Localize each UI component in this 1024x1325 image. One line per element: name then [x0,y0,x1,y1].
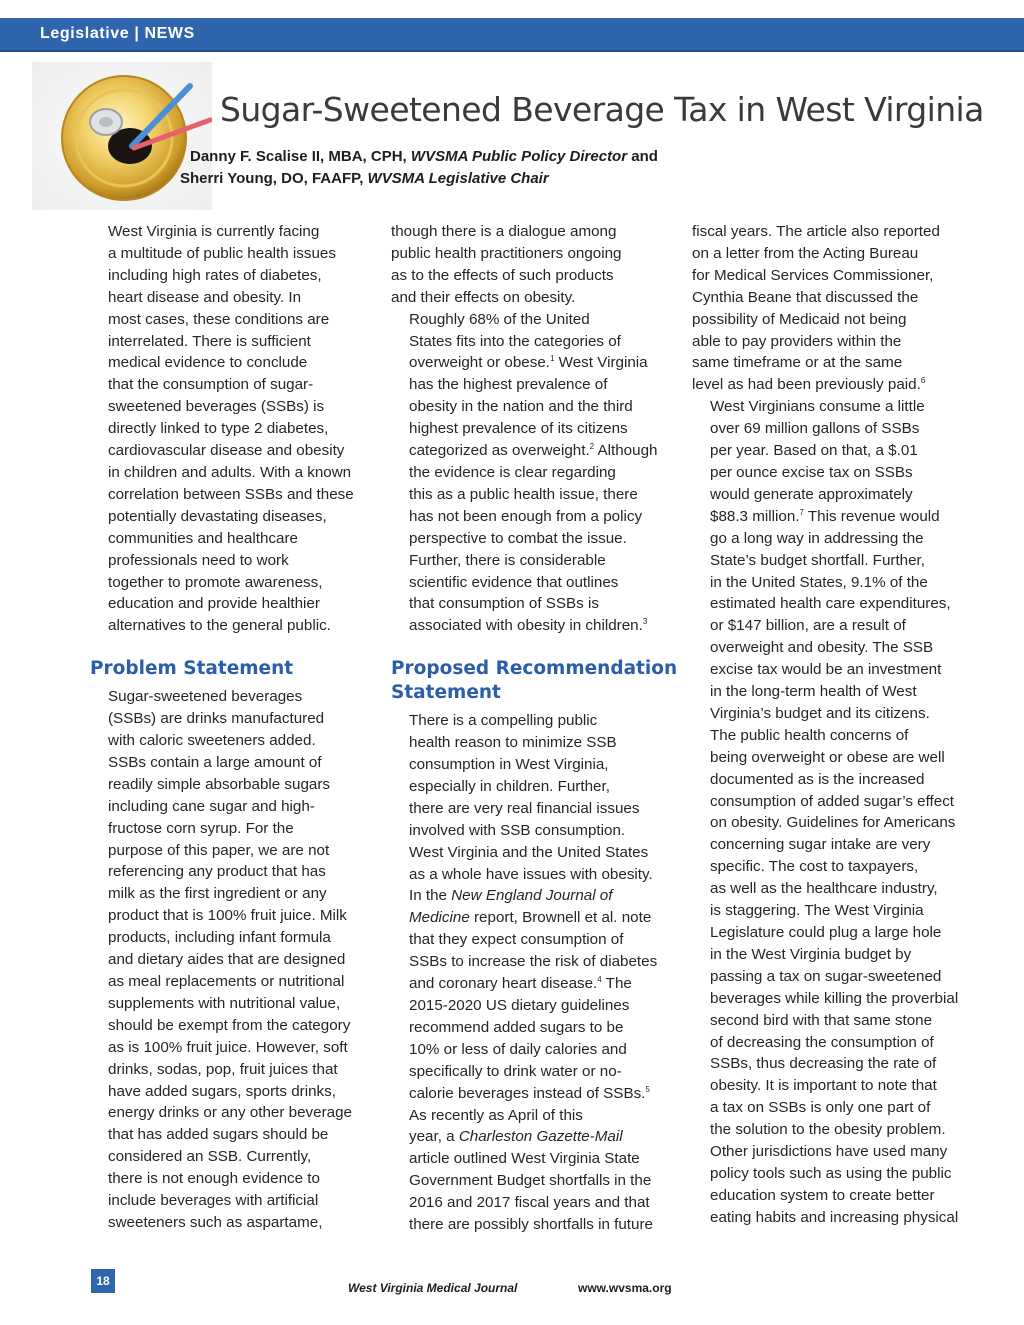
text-line: together to promote awareness, [108,573,323,591]
text-line: energy drinks or any other beverage [108,1104,352,1122]
text-line: education system to create better [710,1186,935,1204]
footnote-ref: 6 [920,376,926,386]
text-line: obesity. It is important to note that [710,1077,937,1095]
text-line: including high rates of diabetes, [108,266,322,284]
text-line: considered an SSB. Currently, [108,1148,312,1166]
footer-website[interactable]: www.wvsma.org [578,1281,672,1295]
text-line: as a whole have issues with obesity. [409,865,653,883]
byline-author-2: Sherri Young, DO, FAAFP, [180,170,368,187]
text-line: and dietary aides that are designed [108,951,346,969]
text-line: Other jurisdictions have used many [710,1143,948,1161]
text-line: $88.3 million.$^7$ This revenue would [710,507,940,525]
text-line: supplements with nutritional value, [108,994,341,1012]
text-line: associated with obesity in children.$^3$ [409,617,648,635]
byline-author-1: Danny F. Scalise II, MBA, CPH, [190,148,411,165]
text-line: fiscal years. The article also reported [692,223,940,240]
text-line: specific. The cost to taxpayers, [710,858,919,876]
text-line: sweeteners such as aspartame, [108,1213,323,1231]
text-line: in children and adults. With a known [108,463,352,481]
text-line: same timeframe or at the same [692,354,903,372]
text-line: States fits into the categories of [409,332,621,350]
text-line: should be exempt from the category [108,1016,351,1034]
text-line: on a letter from the Acting Bureau [692,244,919,262]
text-line: obesity in the nation and the third [409,398,633,416]
text-line: as meal replacements or nutritional [108,973,345,990]
text-line: 2016 and 2017 fiscal years and that [409,1194,650,1212]
text-line: in the West Virginia budget by [710,945,912,963]
text-line: Medicine report, Brownell et al. note [409,909,652,927]
recommendation-heading-line-1: Proposed Recommendation [391,658,678,680]
problem-paragraph [90,686,358,1234]
text-line: sweetened beverages (SSBs) is [108,398,325,416]
text-line: involved with SSB consumption. [409,821,626,839]
april-paragraph [391,1105,661,1236]
text-line: the solution to the obesity problem. [710,1121,946,1139]
text-line: level as had been previously paid.$^6$ [692,376,926,394]
text-line: milk as the first ingredient or any [108,885,327,903]
text-line: potentially devastating diseases, [108,507,327,525]
text-line: this as a public health issue, there [409,485,638,503]
footnote-ref: 3 [642,617,648,627]
text-lines-group [692,221,960,374]
text-line: with caloric sweeteners added. [108,732,316,750]
text-line: as well as the healthcare industry, [710,880,938,898]
text-line: SSBs contain a large amount of [108,753,322,771]
text-line: readily simple absorbable sugars [108,775,331,793]
text-line: consumption in West Virginia, [409,756,609,774]
text-line: have added sugars, sports drinks, [108,1082,336,1100]
concerns-paragraph [692,725,960,1229]
text-line: documented as is the increased [710,770,925,788]
footnote-ref: 5 [645,1084,650,1094]
text-line: Further, there is considerable [409,551,606,569]
text-line: (SSBs) are drinks manufactured [108,710,325,728]
text-line: alternatives to the general public. [108,617,331,635]
text-line: Cynthia Beane that discussed the [692,288,919,306]
article-title: Sugar-Sweetened Beverage Tax in West Virginia [220,90,984,129]
soda-can-image [32,62,212,210]
text-line: especially in children. Further, [409,777,610,795]
text-line: health reason to minimize SSB [409,734,617,752]
footnote-ref: 2 [589,442,595,451]
text-line: in the United States, 9.1% of the [710,573,928,591]
text-line: as is 100% fruit juice. However, soft [108,1038,348,1056]
footnote-ref: 7 [799,507,804,517]
text-line: public health practitioners ongoing [391,244,622,262]
text-line: eating habits and increasing physical [710,1208,959,1226]
text-lines-group [391,929,661,973]
text-line: communities and healthcare [108,529,298,547]
consumption-paragraph [692,396,960,725]
text-line: In the New England Journal of [409,887,613,905]
text-line: able to pay providers within the [692,332,902,350]
column-3 [692,221,960,1229]
text-line: highest prevalence of its citizens [409,420,628,438]
page-number: 18 [91,1269,115,1293]
text-line: categorized as overweight.$^2$ Although [409,442,658,460]
text-lines-group [692,528,960,725]
text-line: medical evidence to conclude [108,354,308,372]
text-lines-group [391,995,661,1083]
text-line: that the consumption of sugar- [108,376,314,394]
footnote-ref: 4 [597,975,602,985]
text-line: correlation between SSBs and these [108,485,354,503]
text-line: drinks, sodas, pop, fruit juices that [108,1060,338,1078]
text-line: a tax on SSBs is only one part of [710,1099,931,1117]
text-line: SSBs, thus decreasing the rate of [710,1055,937,1073]
recommendation-heading-line-2: Statement [391,682,501,704]
text-line: concerning sugar intake are very [710,836,931,854]
text-line: There is a compelling public [409,712,598,730]
byline-line-2 [180,170,549,187]
text-line: directly linked to type 2 diabetes, [108,420,329,438]
text-line: As recently as April of this [409,1106,583,1124]
section-label: Legislative | NEWS [40,25,195,42]
text-line: The public health concerns of [710,726,909,744]
text-line: passing a tax on sugar-sweetened [710,967,942,985]
text-line: has not been enough from a policy [409,507,643,525]
text-line: in the long-term health of West [710,683,917,701]
text-line: of decreasing the consumption of [710,1033,934,1051]
text-line: 10% or less of daily calories and [409,1040,627,1058]
text-line: most cases, these conditions are [108,310,330,328]
problem-heading: Problem Statement [90,658,294,680]
text-line: West Virginians consume a little [710,398,925,416]
col2-continuation-paragraph [391,221,661,309]
text-lines-group [391,462,661,615]
col3-continuation-paragraph [692,221,960,396]
text-line: a multitude of public health issues [108,244,336,262]
text-line: over 69 million gallons of SSBs [710,420,920,438]
text-line: per ounce excise tax on SSBs [710,463,913,481]
text-line: Virginia’s budget and its citizens. [710,704,930,722]
text-line: overweight and obesity. The SSB [710,639,934,657]
text-line: consumption of added sugar’s effect [710,792,955,810]
text-line: 2015-2020 US dietary guidelines [409,997,630,1014]
text-line: though there is a dialogue among [391,223,617,240]
text-line: excise tax would be an investment [710,661,942,679]
text-line: is staggering. The West Virginia [710,902,924,920]
text-line: go a long way in addressing the [710,529,924,547]
text-line: beverages while killing the proverbial [710,989,959,1007]
text-line: per year. Based on that, a $.01 [710,442,918,460]
text-line: that has added sugars should be [108,1126,329,1144]
byline-tail-1: and [627,148,658,165]
text-line: perspective to combat the issue. [409,529,627,547]
intro-paragraph [90,221,358,637]
text-line: cardiovascular disease and obesity [108,442,345,460]
text-line: article outlined West Virginia State [409,1150,640,1168]
footer-journal-name: West Virginia Medical Journal [348,1281,518,1295]
text-line: include beverages with artificial [108,1192,319,1210]
text-line: there are possibly shortfalls in future [409,1216,653,1234]
text-line: scientific evidence that outlines [409,573,619,591]
footnote-ref: 1 [550,354,555,364]
text-line: professionals need to work [108,551,289,569]
text-line: year, a Charleston Gazette-Mail [409,1128,623,1146]
text-line: Roughly 68% of the United [409,310,590,328]
text-line: referencing any product that has [108,863,326,881]
text-line: that consumption of SSBs is [409,595,599,613]
text-line: as to the effects of such products [391,266,614,284]
text-line: overweight or obese.$^1$ West Virginia [409,354,648,372]
text-line: interrelated. There is sufficient [108,332,311,350]
text-line: possibility of Medicaid not being [692,310,907,328]
text-line: education and provide healthier [108,595,320,613]
text-line: calorie beverages instead of SSBs.$^5$ [409,1084,650,1102]
text-line: West Virginia is currently facing [108,223,320,240]
text-line: product that is 100% fruit juice. Milk [108,907,347,925]
recommendation-paragraph [391,710,661,1104]
text-line: Legislature could plug a large hole [710,924,942,941]
text-line: SSBs to increase the risk of diabetes [409,953,658,971]
text-line: for Medical Services Commissioner, [692,266,934,284]
byline-role-2: WVSMA Legislative Chair [367,170,549,187]
text-line: Government Budget shortfalls in the [409,1172,652,1190]
text-line: specifically to drink water or no- [409,1062,622,1080]
text-line: heart disease and obesity. In [108,288,302,306]
text-line: there is not enough evidence to [108,1170,320,1188]
text-line: policy tools such as using the public [710,1164,952,1182]
text-line: would generate approximately [710,485,913,503]
byline-line-1 [190,148,658,165]
text-line: State’s budget shortfall. Further, [710,551,925,569]
text-line: fructose corn syrup. For the [108,819,294,837]
prevalence-paragraph [391,309,661,638]
text-line: being overweight or obese are well [710,748,945,766]
text-line: purpose of this paper, we are not [108,841,330,859]
text-lines-group [692,396,960,506]
text-line: and coronary heart disease.$^4$ The [409,975,632,993]
text-line: recommend added sugars to be [409,1018,624,1036]
byline-role-1: WVSMA Public Policy Director [410,148,628,165]
text-line: has the highest prevalence of [409,376,608,394]
column-1 [90,221,358,1234]
text-line: West Virginia and the United States [409,843,649,861]
text-lines-group [391,710,661,885]
text-line: and their effects on obesity. [391,288,576,306]
text-line: the evidence is clear regarding [409,463,616,481]
recommendation-heading [391,657,678,705]
text-line: Sugar-sweetened beverages [108,688,303,706]
text-line: estimated health care expenditures, [710,595,951,613]
text-line: on obesity. Guidelines for Americans [710,814,956,832]
text-lines-group [391,1148,661,1236]
text-line: that they expect consumption of [409,931,624,949]
text-lines-group [391,374,661,440]
text-line: there are very real financial issues [409,799,640,817]
text-line: products, including infant formula [108,929,331,947]
text-line: or $147 billion, are a result of [710,617,906,635]
column-2 [391,221,678,1236]
text-line: second bird with that same stone [710,1011,933,1029]
text-line: including cane sugar and high- [108,797,315,815]
section-header-bar [0,18,1024,52]
